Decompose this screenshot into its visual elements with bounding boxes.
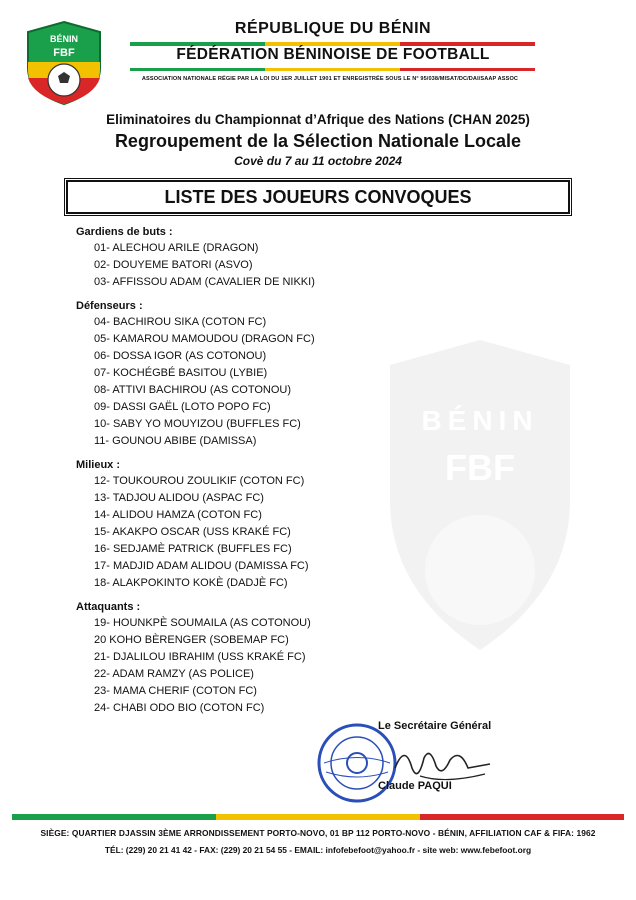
federation-title: FÉDÉRATION BÉNINOISE DE FOOTBALL xyxy=(176,46,490,63)
footer-flag-stripe xyxy=(12,814,624,820)
player-entry: 12- TOUKOUROU ZOULIKIF (COTON FC) xyxy=(94,475,305,487)
player-entry: 19- HOUNKPÈ SOUMAILA (AS COTONOU) xyxy=(94,617,311,629)
competition-title: Eliminatoires du Championnat d’Afrique des Nations (CHAN 2025) xyxy=(106,112,530,127)
footer-contact: TÉL: (229) 20 21 41 42 - FAX: (229) 20 21 54 55 - EMAIL: infofebefoot@yahoo.fr - site web: www.febefoot.org xyxy=(104,845,532,855)
watermark-abbr: FBF xyxy=(445,447,515,488)
player-entry: 16- SEDJAMÈ PATRICK (BUFFLES FC) xyxy=(94,543,292,555)
section-title: Milieux : xyxy=(76,459,121,471)
player-entry: 04- BACHIROU SIKA (COTON FC) xyxy=(94,316,267,328)
player-entry: 03- AFFISSOU ADAM (CAVALIER DE NIKKI) xyxy=(94,276,315,288)
association-line: ASSOCIATION NATIONALE RÉGIE PAR LA LOI DU 1ER JUILLET 1901 ET ENREGISTRÉE SOUS LE N° 95/038/MISAT/DC/DAI/SAAP ASSOC xyxy=(141,76,519,82)
signatory-name: Claude PAQUI xyxy=(378,780,452,792)
player-entry: 10- SABY YO MOUYIZOU (BUFFLES FC) xyxy=(94,418,301,430)
player-entry: 07- KOCHÉGBÉ BASITOU (LYBIE) xyxy=(94,367,268,379)
player-entry: 17- MADJID ADAM ALIDOU (DAMISSA FC) xyxy=(94,560,309,572)
event-title: Regroupement de la Sélection Nationale Locale xyxy=(114,131,522,151)
player-entry: 09- DASSI GAËL (LOTO POPO FC) xyxy=(94,401,271,413)
player-entry: 23- MAMA CHERIF (COTON FC) xyxy=(94,685,257,697)
player-entry: 08- ATTIVI BACHIROU (AS COTONOU) xyxy=(94,384,292,396)
player-entry: 06- DOSSA IGOR (AS COTONOU) xyxy=(94,350,267,362)
player-entry: 20 KOHO BÈRENGER (SOBEMAP FC) xyxy=(94,634,289,646)
logo-country: BÉNIN xyxy=(49,34,79,44)
event-date: Covè du 7 au 11 octobre 2024 xyxy=(234,154,402,168)
fbf-logo xyxy=(20,18,108,106)
player-list xyxy=(76,224,476,717)
player-entry: 24- CHABI ODO BIO (COTON FC) xyxy=(94,702,265,714)
player-entry: 05- KAMAROU MAMOUDOU (DRAGON FC) xyxy=(94,333,315,345)
watermark-country: BÉNIN xyxy=(421,405,539,436)
player-entry: 15- AKAKPO OSCAR (USS KRAKÉ FC) xyxy=(94,526,291,538)
player-entry: 13- TADJOU ALIDOU (ASPAC FC) xyxy=(94,492,264,504)
player-entry: 18- ALAKPOKINTO KOKÈ (DADJÈ FC) xyxy=(94,577,288,589)
player-entry: 22- ADAM RAMZY (AS POLICE) xyxy=(94,668,254,680)
republic-title: RÉPUBLIQUE DU BÉNIN xyxy=(234,20,432,37)
logo-abbr: FBF xyxy=(53,47,75,59)
player-entry: 11- GOUNOU ABIBE (DAMISSA) xyxy=(94,435,257,447)
footer-address: SIÈGE: QUARTIER DJASSIN 3ÈME ARRONDISSEMENT PORTO-NOVO, 01 BP 112 PORTO-NOVO - BÉNIN, AFFILIATION CAF & FIFA: 1962 xyxy=(40,828,596,838)
signatory-role: Le Secrétaire Général xyxy=(378,720,492,732)
player-entry: 01- ALECHOU ARILE (DRAGON) xyxy=(94,242,259,254)
section-title: Gardiens de buts : xyxy=(76,226,173,238)
list-heading-box: LISTE DES JOUEURS CONVOQUES xyxy=(66,180,570,214)
player-entry: 14- ALIDOU HAMZA (COTON FC) xyxy=(94,509,262,521)
player-entry: 21- DJALILOU IBRAHIM (USS KRAKÉ FC) xyxy=(94,651,306,663)
player-entry: 02- DOUYEME BATORI (ASVO) xyxy=(94,259,253,271)
flag-stripe-mid xyxy=(130,68,535,71)
section-title: Attaquants : xyxy=(76,601,141,613)
section-title: Défenseurs : xyxy=(76,300,143,312)
